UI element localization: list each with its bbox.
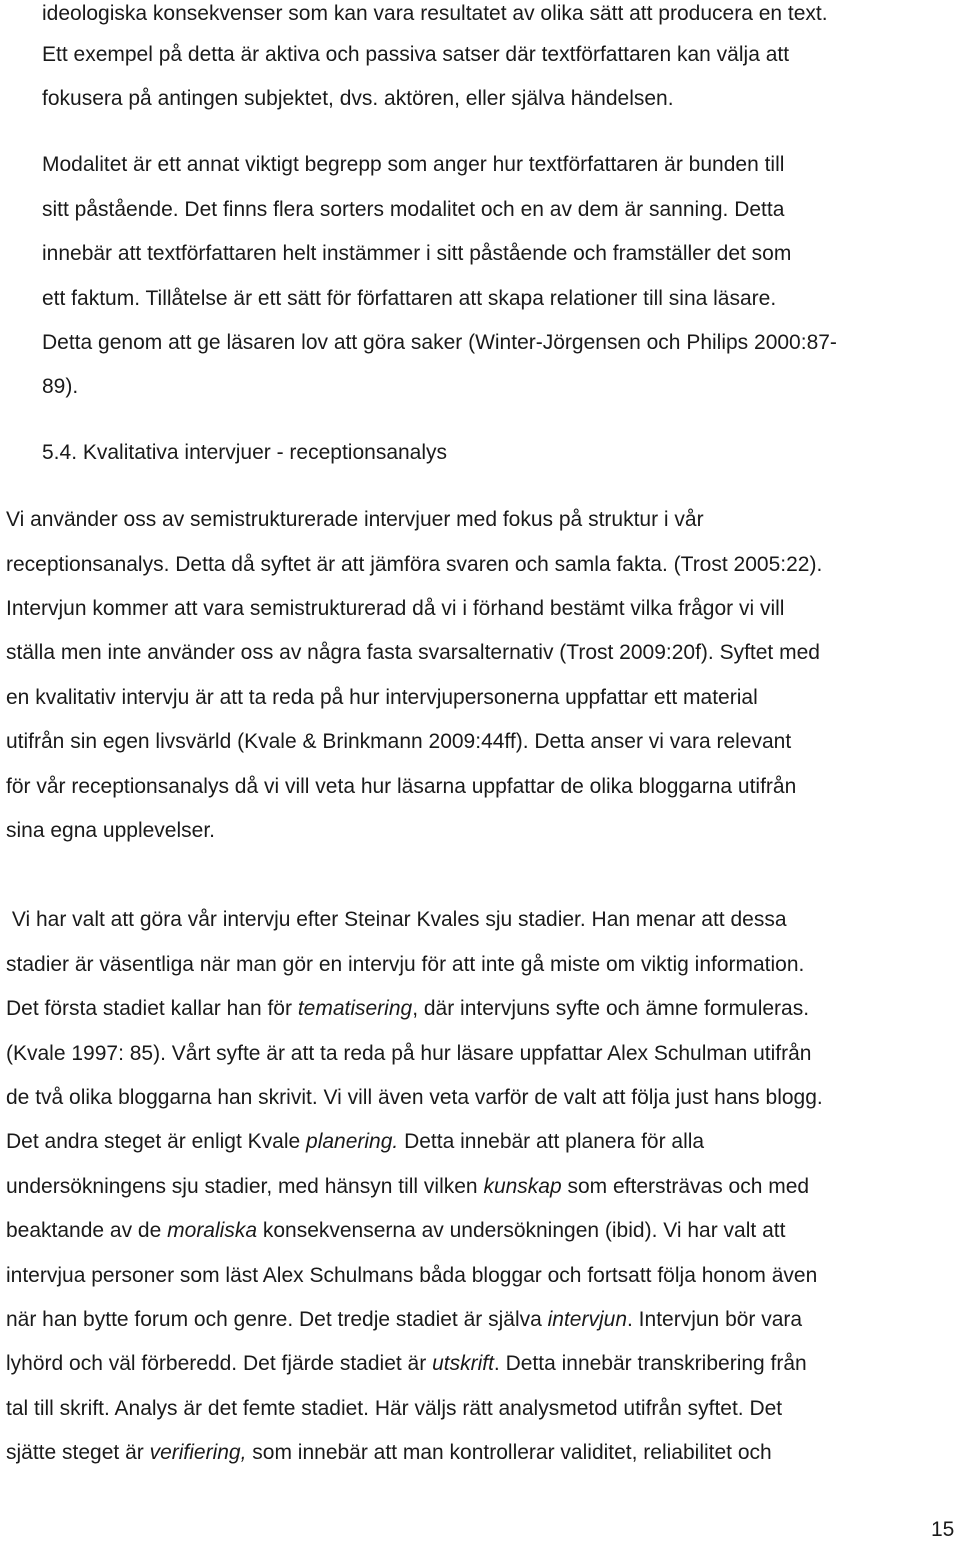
- kvale-line-9: intervjua personer som läst Alex Schulmans båda bloggar och fortsatt följa honom även: [6, 1264, 818, 1287]
- intervju-line-3: Intervjun kommer att vara semistrukturerad då vi i förhand bestämt vilka frågor vi vill: [6, 597, 785, 620]
- kvale-line-4: (Kvale 1997: 85). Vårt syfte är att ta reda på hur läsare uppfattar Alex Schulman utifrån: [6, 1042, 812, 1065]
- term-tematisering: tematisering: [297, 997, 413, 1020]
- intro-line-3: fokusera på antingen subjektet, dvs. aktören, eller själva händelsen.: [42, 87, 674, 110]
- modalitet-line-4: ett faktum. Tillåtelse är ett sätt för författaren att skapa relationer till sina läsare.: [42, 287, 777, 310]
- kvale-line-8: beaktande av de moraliska konsekvenserna av undersökningen (ibid). Vi har valt att: [6, 1219, 786, 1242]
- kvale-line-11: lyhörd och väl förberedd. Det fjärde stadiet är utskrift. Detta innebär transkribering från: [6, 1352, 807, 1375]
- kvale-line-13: sjätte steget är verifiering, som innebär att man kontrollerar validitet, reliabilitet och: [6, 1441, 772, 1464]
- term-verifiering: verifiering,: [149, 1441, 247, 1464]
- kvale-line-12: tal till skrift. Analys är det femte stadiet. Här väljs rätt analysmetod utifrån syftet. Det: [6, 1397, 783, 1420]
- intervju-line-4: ställa men inte använder oss av några fasta svarsalternativ (Trost 2009:20f). Syftet med: [6, 641, 820, 664]
- modalitet-line-6: 89).: [42, 375, 79, 398]
- kvale-line-2: stadier är väsentliga när man gör en intervju för att inte gå miste om viktig information.: [6, 953, 805, 976]
- modalitet-line-3: innebär att textförfattaren helt instämmer i sitt påstående och framställer det som: [42, 242, 792, 265]
- kvale-line-3: Det första stadiet kallar han för tematisering, där intervjuns syfte och ämne formuleras.: [6, 997, 810, 1020]
- kvale-line-10: när han bytte forum och genre. Det tredje stadiet är själva intervjun. Intervjun bör vara: [6, 1308, 803, 1331]
- intervju-line-5: en kvalitativ intervju är att ta reda på hur intervjupersonerna uppfattar ett material: [6, 686, 758, 709]
- intervju-line-6: utifrån sin egen livsvärld (Kvale & Brinkmann 2009:44ff). Detta anser vi vara relevant: [6, 730, 792, 753]
- kvale-line-7: undersökningens sju stadier, med hänsyn till vilken kunskap som eftersträvas och med: [6, 1175, 810, 1198]
- kvale-line-6: Det andra steget är enligt Kvale planering. Detta innebär att planera för alla: [6, 1130, 705, 1153]
- intro-line-2: Ett exempel på detta är aktiva och passiva satser där textförfattaren kan välja att: [42, 43, 790, 66]
- section-heading: 5.4. Kvalitativa intervjuer - receptionsanalys: [42, 441, 448, 464]
- kvale-line-5: de två olika bloggarna han skrivit. Vi vill även veta varför de valt att följa just hans blogg.: [6, 1086, 823, 1109]
- term-kunskap: kunskap: [483, 1175, 562, 1198]
- term-utskrift: utskrift: [432, 1352, 494, 1375]
- intervju-line-2: receptionsanalys. Detta då syftet är att jämföra svaren och samla fakta. (Trost 2005:22).: [6, 553, 823, 576]
- term-intervjun: intervjun: [547, 1308, 628, 1331]
- intervju-line-8: sina egna upplevelser.: [6, 819, 215, 842]
- intervju-line-1: Vi använder oss av semistrukturerade intervjuer med fokus på struktur i vår: [6, 508, 704, 531]
- modalitet-line-5: Detta genom att ge läsaren lov att göra saker (Winter-Jörgensen och Philips 2000:87-: [42, 331, 837, 354]
- term-planering: planering.: [306, 1130, 399, 1153]
- intro-line-1: ideologiska konsekvenser som kan vara resultatet av olika sätt att producera en text.: [42, 2, 828, 25]
- kvale-line-1: Vi har valt att göra vår intervju efter Steinar Kvales sju stadier. Han menar att dessa: [6, 908, 787, 931]
- intervju-line-7: för vår receptionsanalys då vi vill veta hur läsarna uppfattar de olika bloggarna utifrån: [6, 775, 797, 798]
- term-moraliska: moraliska: [167, 1219, 257, 1242]
- modalitet-line-2: sitt påstående. Det finns flera sorters modalitet och en av dem är sanning. Detta: [42, 198, 785, 221]
- page-number: 15: [931, 1518, 955, 1541]
- modalitet-line-1: Modalitet är ett annat viktigt begrepp som anger hur textförfattaren är bunden till: [42, 153, 785, 176]
